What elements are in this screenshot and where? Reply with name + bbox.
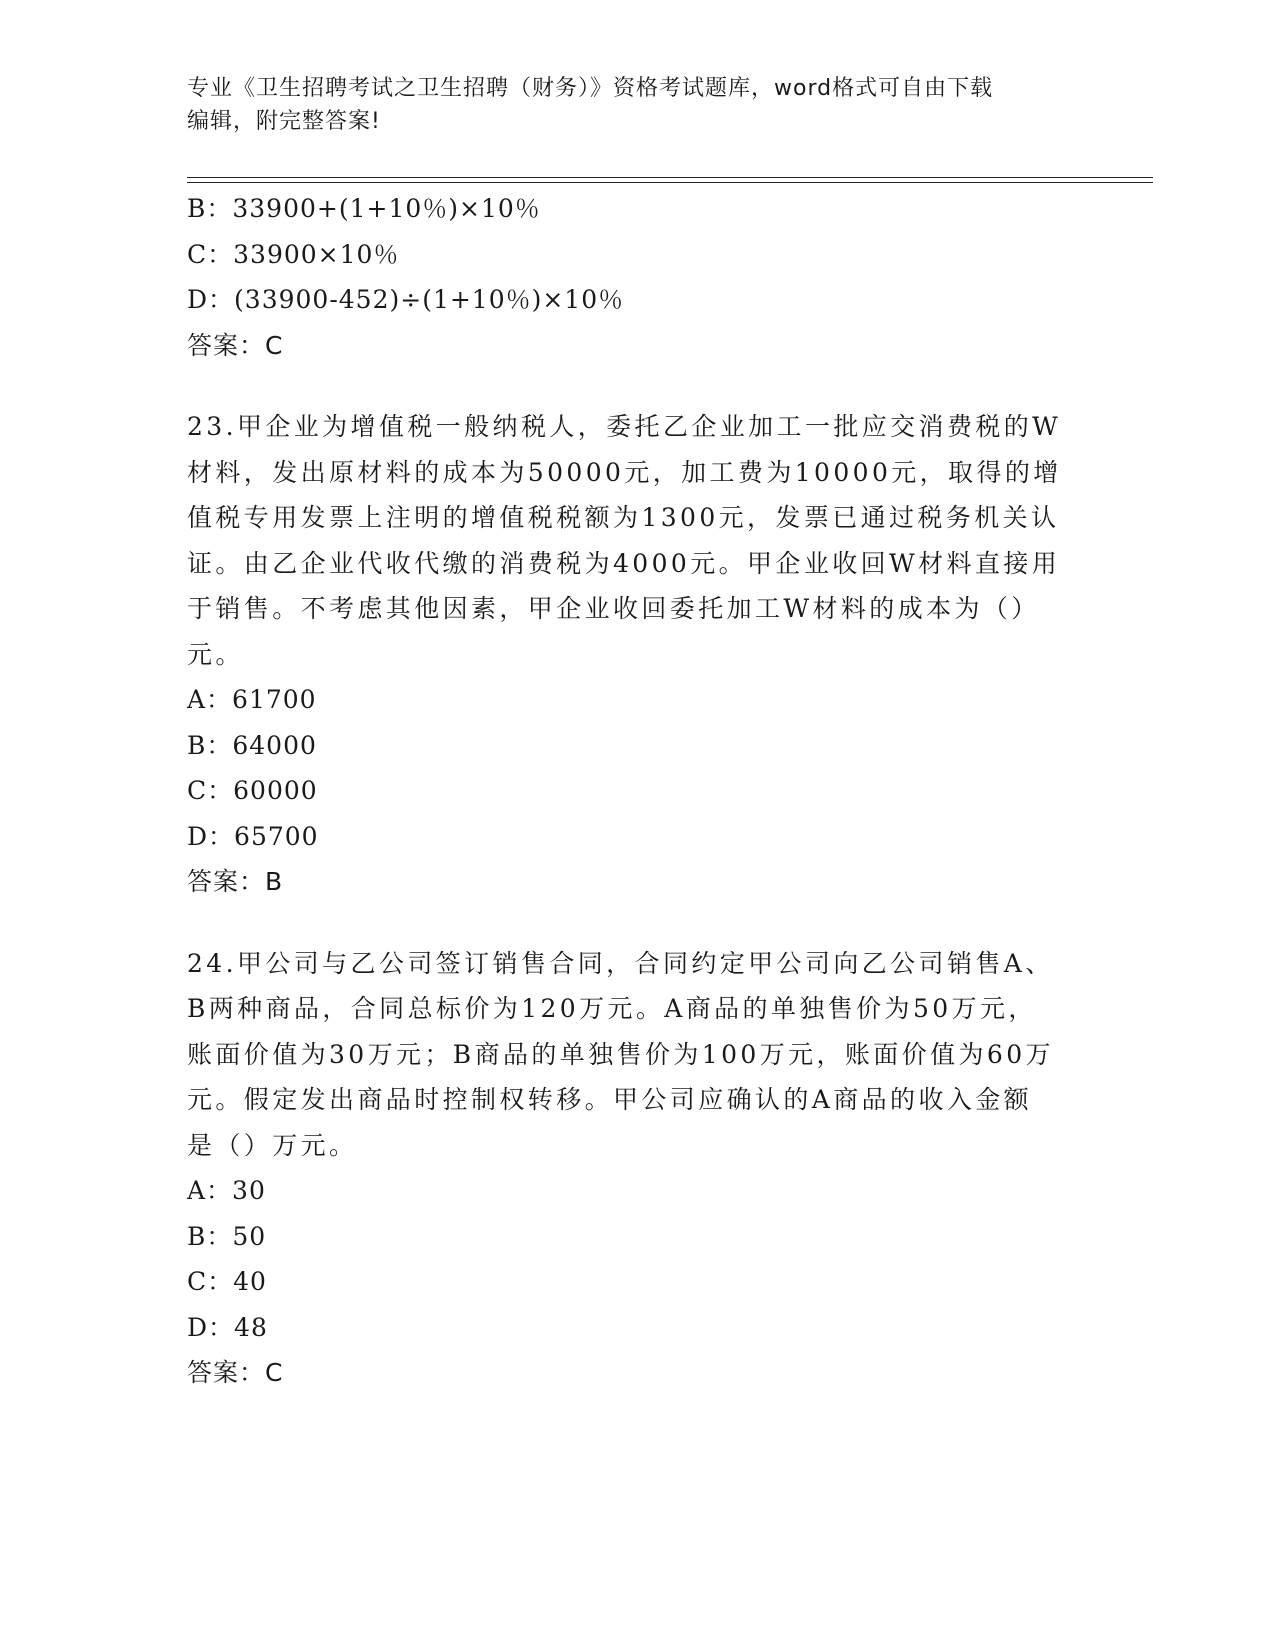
question-text-line: 于销售。不考虑其他因素，甲企业收回委托加工W材料的成本为（） (187, 594, 1040, 623)
header-line-2: 编辑，附完整答案! (187, 109, 381, 134)
question-24 (187, 941, 1087, 1396)
question-content (187, 186, 1087, 1396)
option-b: B：33900+(1+10％)×10％ (187, 194, 541, 223)
option-d: D：(33900-452)÷(1+10％)×10％ (187, 285, 625, 314)
question-text-line: B两种商品，合同总标价为120万元。A商品的单独售价为50万元， (187, 994, 1037, 1023)
header-divider-bottom (187, 182, 1153, 183)
question-text-line: 元。 (187, 639, 244, 669)
option-b: B：50 (187, 1221, 267, 1251)
option-c: C：40 (187, 1267, 267, 1296)
answer-line: 答案：C (187, 330, 284, 360)
question-text-line: 24.甲公司与乙公司签订销售合同，合同约定甲公司向乙公司销售A、 (187, 948, 1054, 978)
question-text-line: 是（）万元。 (187, 1130, 358, 1160)
question-22 (187, 186, 1087, 368)
option-c: C：60000 (187, 776, 318, 805)
question-text-line: 证。由乙企业代收代缴的消费税为4000元。甲企业收回W材料直接用 (187, 548, 1061, 578)
option-a: A：30 (187, 1176, 266, 1205)
question-text-line: 元。假定发出商品时控制权转移。甲公司应确认的A商品的收入金额 (187, 1085, 1033, 1114)
header-divider-top (187, 177, 1153, 178)
question-text-line: 值税专用发票上注明的增值税税额为1300元，发票已通过税务机关认 (187, 503, 1060, 532)
question-text-line: 23.甲企业为增值税一般纳税人，委托乙企业加工一批应交消费税的W (187, 412, 1062, 441)
answer-line: 答案：B (187, 867, 284, 896)
option-d: D：48 (187, 1312, 268, 1342)
header-line-1: 专业《卫生招聘考试之卫生招聘（财务）》资格考试题库，word格式可自由下载 (187, 76, 994, 101)
option-c: C：33900×10％ (187, 239, 400, 269)
question-text-line: 材料，发出原材料的成本为50000元，加工费为10000元，取得的增 (187, 457, 1062, 487)
option-b: B：64000 (187, 730, 317, 760)
option-d: D：65700 (187, 821, 319, 851)
question-text-line: 账面价值为30万元；B商品的单独售价为100万元，账面价值为60万 (187, 1039, 1054, 1069)
option-a: A：61700 (187, 685, 317, 714)
answer-line: 答案：C (187, 1358, 284, 1387)
page-header (187, 72, 1087, 138)
question-23 (187, 404, 1087, 905)
